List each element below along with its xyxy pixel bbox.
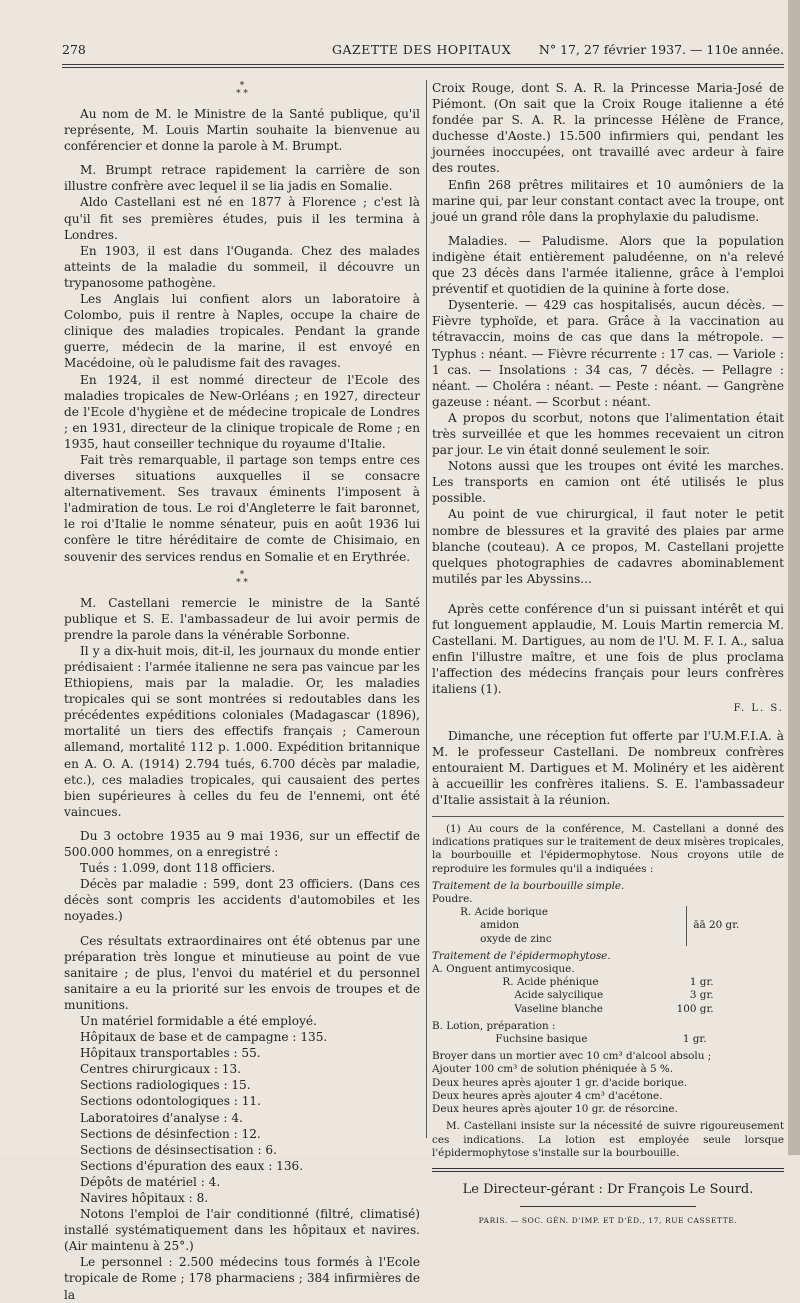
paragraph: En 1903, il est dans l'Ouganda. Chez des malades atteints de la maladie du sommeil, il découvre un trypanosome pathogène. xyxy=(64,243,420,290)
prescription-table xyxy=(495,1033,706,1046)
printer-imprint: PARIS. — SOC. GÉN. D'IMP. ET D'ÉD., 17, RUE CASSETTE. xyxy=(478,1216,738,1225)
right-column xyxy=(432,80,784,1229)
directeur-gerant: Le Directeur-gérant : Dr François Le Sourd. xyxy=(462,1181,754,1197)
prescription-ingredient: Fuchsine basique xyxy=(495,1033,588,1046)
preparation-step: Deux heures après ajouter 10 gr. de résorcine. xyxy=(432,1103,678,1116)
left-column xyxy=(64,80,420,1303)
preparation-step: Deux heures après ajouter 1 gr. d'acide borique. xyxy=(432,1076,688,1089)
header-rule xyxy=(62,64,784,65)
column-divider xyxy=(426,80,427,1138)
list-item: Dépôts de matériel : 4. xyxy=(80,1174,221,1189)
prescription-dose: 100 gr. xyxy=(676,1002,714,1015)
paragraph: Au point de vue chirurgical, il faut noter le petit nombre de blessures et la gravité des plaies par arme blanche (couteau). A ce propos, M. Castellani projette quelques photographies de cadavres abominablement mutilés par les Abyssins... xyxy=(432,507,784,586)
paragraph: Croix Rouge, dont S. A. R. la Princesse Maria-José de Piémont. (On sait que la Croix Rouge italienne a été fondée par S. A. R. la princesse Hélène de France, duchesse d'Aoste.) 15.500 infirmiers qui, pendant les journées inoccupées, ont travaillé avec ardeur à faire des routes. xyxy=(432,81,784,176)
preparation-step: Ajouter 100 cm³ de solution phéniquée à 5 %. xyxy=(432,1063,674,1076)
prescription-ingredient: amidon xyxy=(480,919,520,932)
equipment-list xyxy=(64,1029,420,1206)
paragraph: M. Castellani remercie le ministre de la Santé publique et S. E. l'ambassadeur de lui avoir permis de prendre la parole dans la vénérable Sorbonne. xyxy=(64,595,420,642)
footer-rule xyxy=(432,1168,784,1169)
paragraph: En 1924, il est nommé directeur de l'Ecole des maladies tropicales de New-Orléans ; en 1927, directeur de l'Ecole d'hygiène et de médecine tropicale de Londres ; en 1931, directeur de la clinique tropicale de Rome ; en 1935, haut conseiller technique du royaume d'Italie. xyxy=(64,372,420,451)
header-rule xyxy=(62,67,784,68)
list-item: Navires hôpitaux : 8. xyxy=(80,1191,209,1205)
prescription-ingredient: Acide salycilique xyxy=(514,989,604,1002)
prescription-ingredient: Vaseline blanche xyxy=(514,1002,603,1015)
footnote-heading: Traitement de la bourbouille simple. xyxy=(432,879,625,892)
footnote-text: Poudre. xyxy=(432,893,473,906)
paragraph: A propos du scorbut, notons que l'alimentation était très surveillée et que les hommes recevaient un citron par jour. Le vin était donné seulement le soir. xyxy=(432,410,784,458)
paragraph: Le personnel : 2.500 médecins tous formés à l'Ecole tropicale de Rome ; 178 pharmaciens ; 384 infirmières de la xyxy=(64,1255,420,1302)
signature: F. L. S. xyxy=(733,703,784,715)
prescription-dose: 3 gr. xyxy=(689,989,714,1002)
paragraph: Ces résultats extraordinaires ont été obtenus par une préparation très longue et minutieuse au point de vue sanitaire ; de plus, l'envoi du matériel et du personnel sanitaire a eu la priorité sur les envois de troupes et de munitions. xyxy=(64,933,420,1012)
footnote-rule xyxy=(432,816,784,817)
paragraph: Les Anglais lui confient alors un laboratoire à Colombo, puis il rentre à Naples, occupe la chaire de clinique des maladies tropicales. Pendant la grande guerre, médecin de la marine, il est envoyé en Macédoine, où le paludisme fait des ravages. xyxy=(64,292,420,371)
paragraph: Enfin 268 prêtres militaires et 10 aumôniers de la marine qui, par leur constant contact avec la troupe, ont joué un grand rôle dans la prophylaxie du paludisme. xyxy=(432,177,784,224)
paragraph: Il y a dix-huit mois, dit-il, les journaux du monde entier prédisaient : l'armée italienne ne sera pas vaincue par les Ethiopiens, mais par la maladie. Or, les maladies tropicales qui se sont montrées si redoutables dans les précédentes expéditions coloniales (Madagascar (1896), mortalité un tiers des effectifs français ; Cameroun allemand, mortalité 112 p. 1.000. Expédition britannique en A. O. A. (1914) 2.794 tués, 6.700 décès par maladie, etc.), ces maladies tropicales, qui causaient des pertes bien supérieures à celles du feu de l'ennemi, ont été vaincues. xyxy=(64,643,420,819)
page-edge-shadow xyxy=(788,0,800,1155)
paragraph: Maladies. — Paludisme. Alors que la population indigène était entièrement paludéenne, on n'a relevé que 23 décès dans l'armée italienne, grâce à l'emploi préventif et quotidien de la quinine à forte dose. xyxy=(432,233,784,297)
prescription-dose: 1 gr. xyxy=(689,976,714,989)
footnote-intro: (1) Au cours de la conférence, M. Castellani a donné des indications pratiques sur le traitement de deux misères tropicales, la bourbouille et l'épidermophytose. Nous croyons utile de reproduire les formules qu'il a indiquées : xyxy=(432,823,784,875)
paragraph: Notons l'emploi de l'air conditionné (filtré, climatisé) installé systématiquement dans les hôpitaux et navires. (Air maintenu à 25°.) xyxy=(64,1207,420,1254)
prescription-ingredient: oxyde de zinc xyxy=(480,932,552,945)
page-header xyxy=(62,42,784,62)
paragraph: Dimanche, une réception fut offerte par l'U.M.F.I.A. à M. le professeur Castellani. De nombreux confrères entouraient M. Dartigues et M. Molinéry et les aidèrent à accueillir les confrères italiens. S. E. l'ambassadeur d'Italie assistait à la réunion. xyxy=(432,728,784,807)
prescription-table xyxy=(502,976,713,1016)
section-separator: * * * xyxy=(236,569,248,588)
paragraph: Dysenterie. — 429 cas hospitalisés, aucun décès. — Fièvre typhoïde, et para. Grâce à la vaccination au tétravaccin, moins de cas que dans la métropole. — Typhus : néant. — Fièvre récurrente : 17 cas. — Variole : 1 cas. — Insolations : 34 cas, 7 décès. — Pellagre : néant. — Choléra : néant. — Peste : néant. — Gangrène gazeuse : néant. — Scorbut : néant. xyxy=(432,298,784,409)
footnote-text: A. Onguent antimycosique. xyxy=(432,963,575,976)
paragraph: Du 3 octobre 1935 au 9 mai 1936, sur un effectif de 500.000 hommes, on a enregistré : xyxy=(64,828,420,860)
journal-title: GAZETTE DES HOPITAUX xyxy=(332,42,512,57)
prescription-dose: 1 gr. xyxy=(682,1033,707,1046)
prescription-ingredient: R. Acide phénique xyxy=(502,976,599,989)
footnote-text: B. Lotion, préparation : xyxy=(432,1019,556,1032)
prescription-table xyxy=(460,906,784,946)
paragraph: Au nom de M. le Ministre de la Santé publique, qu'il représente, M. Louis Martin souhaite la bienvenue au conférencier et donne la parole à M. Brumpt. xyxy=(64,107,420,154)
paragraph: Un matériel formidable a été employé. xyxy=(80,1013,317,1028)
prescription-ingredient: R. Acide borique xyxy=(460,906,549,919)
list-item: Sections de désinfection : 12. xyxy=(80,1126,261,1141)
list-item: Centres chirurgicaux : 13. xyxy=(80,1062,242,1077)
paragraph: Décès par maladie : 599, dont 23 officiers. (Dans ces décès sont compris les accidents d'automobiles et les noyades.) xyxy=(64,877,420,924)
list-item: Sections de désinsectisation : 6. xyxy=(80,1142,277,1157)
prescription-dose: āā 20 gr. xyxy=(687,906,784,946)
preparation-steps xyxy=(432,1050,784,1116)
paragraph: Notons aussi que les troupes ont évité les marches. Les transports en camion ont été utilisés le plus possible. xyxy=(432,459,784,506)
preparation-step: Deux heures après ajouter 4 cm³ d'acétone. xyxy=(432,1089,663,1102)
list-item: Sections odontologiques : 11. xyxy=(80,1094,261,1109)
list-item: Laboratoires d'analyse : 4. xyxy=(80,1110,243,1125)
footnote xyxy=(432,823,784,1160)
list-item: Sections radiologiques : 15. xyxy=(80,1078,251,1093)
footer-rule xyxy=(432,1171,784,1172)
footnote-closing: M. Castellani insiste sur la nécessité de suivre rigoureusement ces indications. La lotion est employée seule lorsque l'épidermophytose s'installe sur la bourbouille. xyxy=(432,1120,784,1159)
footer-rule xyxy=(520,1206,696,1207)
paragraph: Après cette conférence d'un si puissant intérêt et qui fut longuement applaudie, M. Louis Martin remercia M. Castellani. M. Dartigues, au nom de l'U. M. F. I. A., salua enfin l'illustre maître, et une fois de plus proclama l'affection des médecins français pour leurs confrères italiens (1). xyxy=(432,601,784,697)
preparation-step: Broyer dans un mortier avec 10 cm³ d'alcool absolu ; xyxy=(432,1050,712,1063)
footnote-heading: Traitement de l'épidermophytose. xyxy=(432,949,611,962)
section-separator: * * * xyxy=(236,81,248,99)
paragraph: M. Brumpt retrace rapidement la carrière de son illustre confrère avec lequel il se lia jadis en Somalie. xyxy=(64,163,420,194)
issue-date: N° 17, 27 février 1937. — 110e année. xyxy=(538,42,784,57)
paragraph: Aldo Castellani est né en 1877 à Florence ; c'est là qu'il fit ses premières études, puis il les termina à Londres. xyxy=(64,195,420,242)
paragraph: Fait très remarquable, il partage son temps entre ces diverses situations auxquelles il se consacre alternativement. Ses travaux éminents l'imposent à l'admiration de tous. Le roi d'Angleterre le fait baronnet, le roi d'Italie le nomme sénateur, puis en août 1936 lui confère le titre héréditaire de comte de Chisimaio, en souvenir des services rendus en Somalie et en Erythrée. xyxy=(64,452,420,564)
page-number: 278 xyxy=(62,42,86,57)
list-item: Sections d'épuration des eaux : 136. xyxy=(80,1158,304,1173)
list-item: Hôpitaux de base et de campagne : 135. xyxy=(80,1030,328,1045)
paragraph: Tués : 1.099, dont 118 officiers. xyxy=(80,861,276,876)
list-item: Hôpitaux transportables : 55. xyxy=(80,1046,261,1061)
